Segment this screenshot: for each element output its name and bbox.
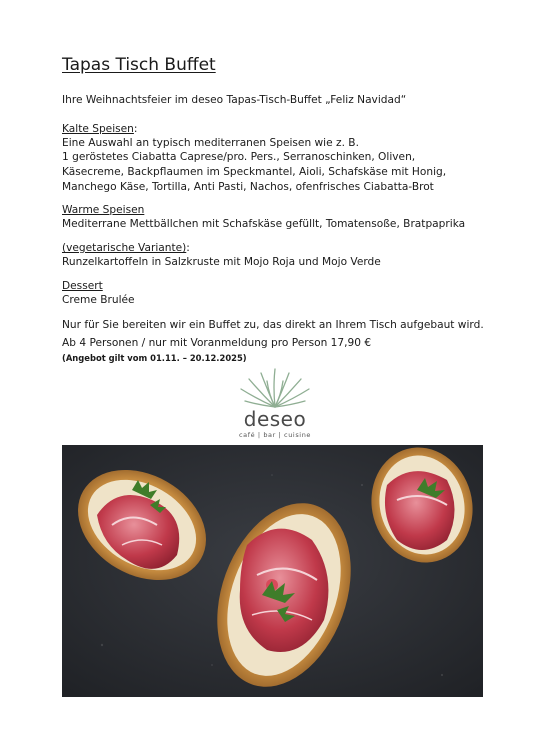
kalte-line: Käsecreme, Backpflaumen im Speckmantel, Aioli, Schafskäse mit Honig, xyxy=(62,166,447,178)
dessert-heading xyxy=(62,279,103,294)
warme-heading-text: Warme Speisen xyxy=(62,204,145,216)
warme-heading xyxy=(62,203,144,218)
kalte-line: 1 geröstetes Ciabatta Caprese/pro. Pers., Serranoschinken, Oliven, xyxy=(62,151,416,163)
price-text: Ab 4 Personen / nur mit Voranmeldung pro Person 17,90 € xyxy=(62,337,372,349)
veg-line: Runzelkartoffeln in Salzkruste mit Mojo Roja und Mojo Verde xyxy=(62,256,381,268)
veg-colon: : xyxy=(186,242,190,254)
tapas-photo xyxy=(62,445,483,697)
agave-icon xyxy=(225,367,325,409)
veg-heading: (vegetarische Variante) xyxy=(62,242,187,254)
kalte-heading-line xyxy=(62,122,137,137)
page-title: Tapas Tisch Buffet xyxy=(62,55,216,75)
intro-text: Ihre Weihnachtsfeier im deseo Tapas-Tisch-Buffet „Feliz Navidad“ xyxy=(62,94,407,106)
deseo-logo xyxy=(225,367,325,437)
logo-tagline: café | bar | cuisine xyxy=(238,431,312,439)
kalte-colon: : xyxy=(133,123,138,135)
veg-heading-line xyxy=(62,241,190,256)
kalte-heading: Kalte Speisen xyxy=(62,123,134,135)
warme-line: Mediterrane Mettbällchen mit Schafskäse gefüllt, Tomatensoße, Bratpaprika xyxy=(62,218,466,230)
kalte-line: Eine Auswahl an typisch mediterranen Speisen wie z. B. xyxy=(62,137,359,149)
dessert-heading-text: Dessert xyxy=(62,280,103,292)
kalte-line: Manchego Käse, Tortilla, Anti Pasti, Nachos, ofenfrisches Ciabatta-Brot xyxy=(62,181,434,193)
offer-text: (Angebot gilt vom 01.11. – 20.12.2025) xyxy=(62,353,247,363)
dessert-line: Creme Brulée xyxy=(62,294,135,306)
logo-wordmark: deseo xyxy=(243,407,307,431)
note-text: Nur für Sie bereiten wir ein Buffet zu, das direkt an Ihrem Tisch aufgebaut wird. xyxy=(62,319,484,331)
